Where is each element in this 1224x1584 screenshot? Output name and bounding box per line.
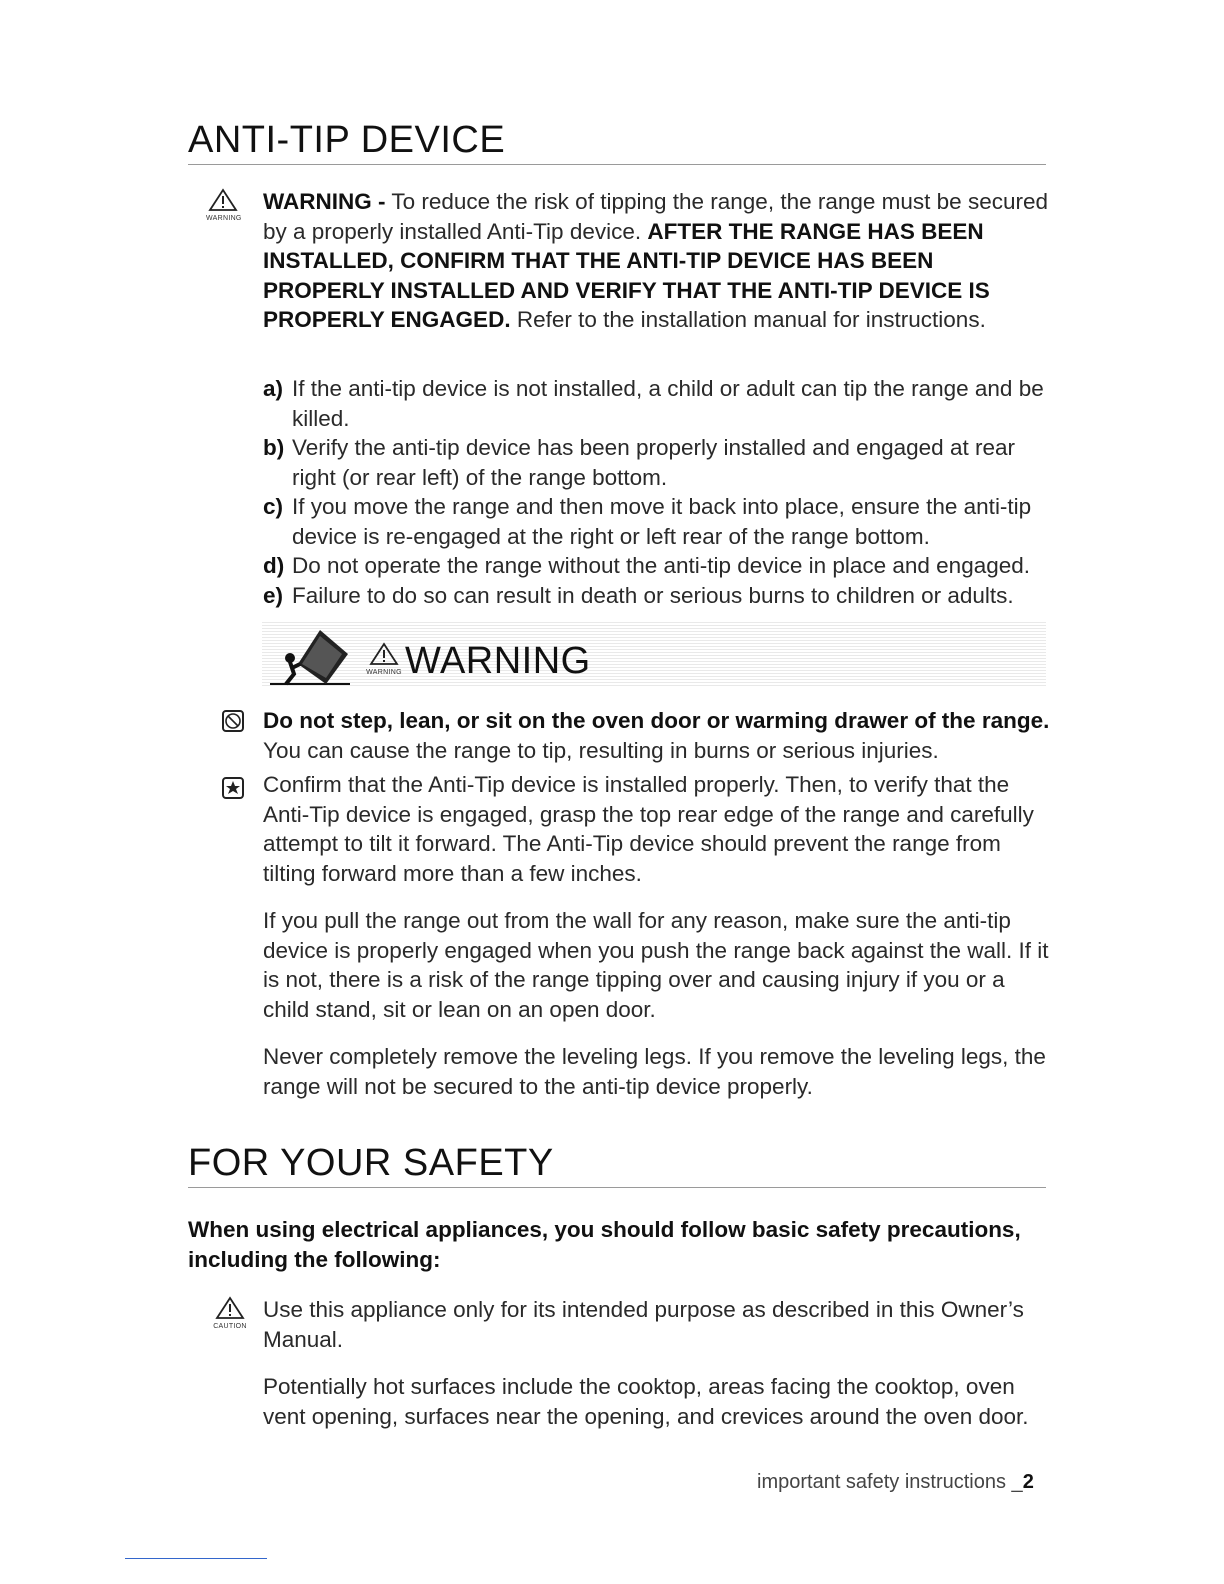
pull-out-paragraph: If you pull the range out from the wall for any reason, make sure the anti-tip device is properly engaged when you push the range back against the wall. If it is not, there is a risk of the range tipping over and causing injury if you or a child stand, sit or lean on an open door. [263,908,1049,1022]
do-not-step-bold: Do not step, lean, or sit on the oven door or warming drawer of the range. [263,708,1050,733]
page-footer [757,1471,1034,1494]
star-icon [222,777,244,799]
page-number: 2 [1022,1471,1034,1493]
bottom-divider [125,1558,267,1559]
banner-icon-label: WARNING [366,669,402,676]
hot-surfaces-paragraph: Potentially hot surfaces include the cooktop, areas facing the cooktop, oven vent opening, surfaces near the opening, and crevices around the oven door. [263,1374,1029,1429]
do-not-step-text: You can cause the range to tip, resulting in burns or serious injuries. [263,737,939,763]
safety-subhead: When using electrical appliances, you should follow basic safety precautions, including the following: [188,1217,1021,1272]
warning-bold-text: AFTER THE RANGE HAS BEEN INSTALLED, CONFIRM THAT THE ANTI-TIP DEVICE HAS BEEN PROPERLY INSTALLED AND VERIFY THAT THE ANTI-TIP DEVICE IS PROPERLY ENGAGED. [263,218,990,332]
list-item: c) If you move the range and then move it back into place, ensure the anti-tip device is re-engaged at the right or left rear of the range bottom. [263,494,1032,549]
do-not-step-paragraph [263,706,1053,765]
list-item: a) If the anti-tip device is not installed, a child or adult can tip the range and be killed. [263,376,1044,431]
warning-text-2: Refer to the installation manual for instructions. [510,307,986,332]
banner-title: WARNING [405,640,591,682]
warning-icon-label: WARNING [206,215,242,222]
section-title-safety: FOR YOUR SAFETY [188,1141,1046,1188]
section-title-anti-tip: ANTI-TIP DEVICE [188,118,1046,165]
anti-tip-list [263,374,1063,610]
caution-paragraph: Use this appliance only for its intended purpose as described in this Owner’s Manual. [263,1297,1024,1352]
prohibited-icon [222,710,244,732]
list-item: d) Do not operate the range without the anti-tip device in place and engaged. [263,553,1031,578]
tipping-range-icon [268,624,352,693]
caution-icon-label: CAUTION [213,1323,247,1330]
warning-intro-paragraph [263,187,1053,335]
footer-text: important safety instructions _ [757,1471,1023,1493]
confirm-paragraph: Confirm that the Anti-Tip device is installed properly. Then, to verify that the Anti-Tip device is engaged, grasp the top rear edge of the range and carefully attempt to tilt it forward. The Anti-Tip device should prevent the range from tilting forward more than a few inches. [263,772,1034,886]
caution-triangle-icon [210,1296,250,1330]
warning-text-1: To reduce the risk of tipping the range, the range must be secured by a properly installed Anti-Tip device. [263,189,1048,244]
warning-triangle-icon [364,642,404,676]
list-item: e) Failure to do so can result in death or serious burns to children or adults. [263,582,1014,608]
leveling-legs-paragraph: Never completely remove the leveling legs. If you remove the leveling legs, the range will not be secured to the anti-tip device properly. [263,1044,1046,1099]
warning-triangle-icon [206,188,240,222]
list-item: b) Verify the anti-tip device has been properly installed and engaged at rear right (or rear left) of the range bottom. [263,435,1015,490]
warning-lead: WARNING - [263,189,386,214]
